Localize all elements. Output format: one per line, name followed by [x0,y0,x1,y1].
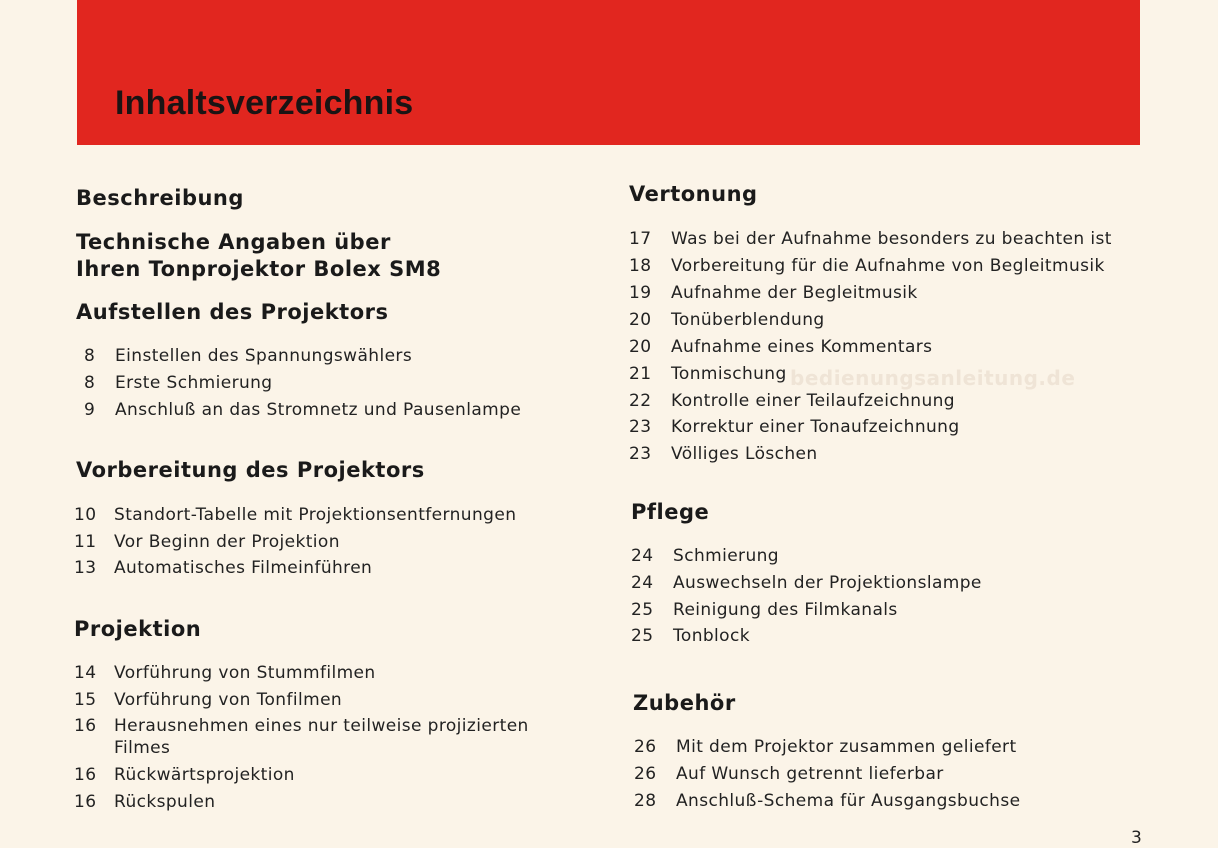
entry-title: Einstellen des Spannungswählers [115,346,413,366]
toc-entry [74,558,372,578]
entry-title: Standort-Tabelle mit Projektionsentfernungen [114,505,517,525]
entry-title: Automatisches Filmeinführen [114,558,373,578]
toc-entry [631,546,779,566]
entry-title: Aufnahme der Begleitmusik [671,283,918,303]
entry-title: Korrektur einer Tonaufzeichnung [671,417,960,437]
page-ref: 13 [74,558,97,578]
toc-entry [74,690,342,710]
section-heading-technische-angaben-line2: Ihren Tonprojektor Bolex SM8 [76,257,442,281]
page-ref: 28 [634,791,657,811]
page-ref: 20 [629,337,652,357]
page-ref: 8 [84,346,96,366]
toc-entry [631,626,750,646]
toc-entry [84,373,273,393]
toc-entry [84,400,521,420]
page-ref: 23 [629,417,652,437]
toc-entry [629,229,1112,249]
page-ref: 8 [84,373,96,393]
page-ref: 21 [629,364,652,384]
toc-entry [631,573,982,593]
page-ref: 22 [629,391,652,411]
toc-entry [634,764,944,784]
toc-entry [629,337,932,357]
page-ref: 10 [74,505,97,525]
entry-title: Mit dem Projektor zusammen geliefert [676,737,1017,757]
entry-title: Schmierung [673,546,779,566]
page-ref: 18 [629,256,652,276]
section-heading-technische-angaben-line1: Technische Angaben über [76,230,391,254]
entry-title: Erste Schmierung [115,373,273,393]
section-heading-aufstellen: Aufstellen des Projektors [76,300,389,324]
toc-entry [74,792,215,812]
section-heading-beschreibung: Beschreibung [76,186,244,210]
toc-entry [634,737,1017,757]
entry-title: Auswechseln der Projektionslampe [673,573,982,593]
toc-entry [84,346,412,366]
entry-title-continuation: Filmes [114,738,171,758]
toc-entry [74,532,340,552]
section-heading-vertonung: Vertonung [629,182,758,206]
entry-title: Völliges Löschen [671,444,818,464]
title-banner [77,0,1140,145]
page-ref: 9 [84,400,96,420]
page-title: Inhaltsverzeichnis [115,84,414,122]
page-ref: 17 [629,229,652,249]
page-ref: 16 [74,765,97,785]
toc-entry [74,505,516,525]
page-ref: 24 [631,546,654,566]
entry-title: Aufnahme eines Kommentars [671,337,933,357]
entry-title: Kontrolle einer Teilaufzeichnung [671,391,955,411]
entry-title: Rückwärtsprojektion [114,765,295,785]
page-ref: 25 [631,600,654,620]
entry-title: Herausnehmen eines nur teilweise projizierten [114,716,529,736]
entry-title: Rückspulen [114,792,216,812]
entry-title: Vorführung von Stummfilmen [114,663,376,683]
page-ref: 25 [631,626,654,646]
toc-entry [631,600,898,620]
toc-entry [629,283,918,303]
toc-entry [629,417,960,437]
section-heading-pflege: Pflege [631,500,710,524]
toc-entry [629,391,955,411]
section-heading-zubehoer: Zubehör [633,691,736,715]
entry-title: Anschluß-Schema für Ausgangsbuchse [676,791,1021,811]
section-heading-projektion: Projektion [74,617,202,641]
page-ref: 19 [629,283,652,303]
entry-title: Anschluß an das Stromnetz und Pausenlampe [115,400,522,420]
page-ref: 16 [74,716,97,736]
watermark: bedienungsanleitung.de [790,366,1076,390]
page-ref: 16 [74,792,97,812]
entry-title: Tonüberblendung [671,310,825,330]
section-heading-vorbereitung: Vorbereitung des Projektors [76,458,425,482]
page-ref: 11 [74,532,97,552]
toc-entry [634,791,1020,811]
toc-entry [74,716,529,736]
toc-entry [629,256,1105,276]
page-ref: 14 [74,663,97,683]
entry-title: Tonblock [673,626,750,646]
entry-title: Vor Beginn der Projektion [114,532,340,552]
entry-title: Auf Wunsch getrennt lieferbar [676,764,944,784]
page-ref: 20 [629,310,652,330]
entry-title: Vorbereitung für die Aufnahme von Begleitmusik [671,256,1105,276]
entry-title: Vorführung von Tonfilmen [114,690,343,710]
page-ref: 26 [634,764,657,784]
entry-title: Was bei der Aufnahme besonders zu beachten ist [671,229,1112,249]
entry-title: Reinigung des Filmkanals [673,600,898,620]
toc-entry [74,663,376,683]
page-ref: 24 [631,573,654,593]
toc-entry [629,310,825,330]
toc-entry [74,765,295,785]
toc-entry [629,444,818,464]
page-number: 3 [1131,828,1142,848]
toc-entry [629,364,787,384]
page-ref: 15 [74,690,97,710]
entry-title: Tonmischung [671,364,787,384]
page-ref: 26 [634,737,657,757]
page-ref: 23 [629,444,652,464]
